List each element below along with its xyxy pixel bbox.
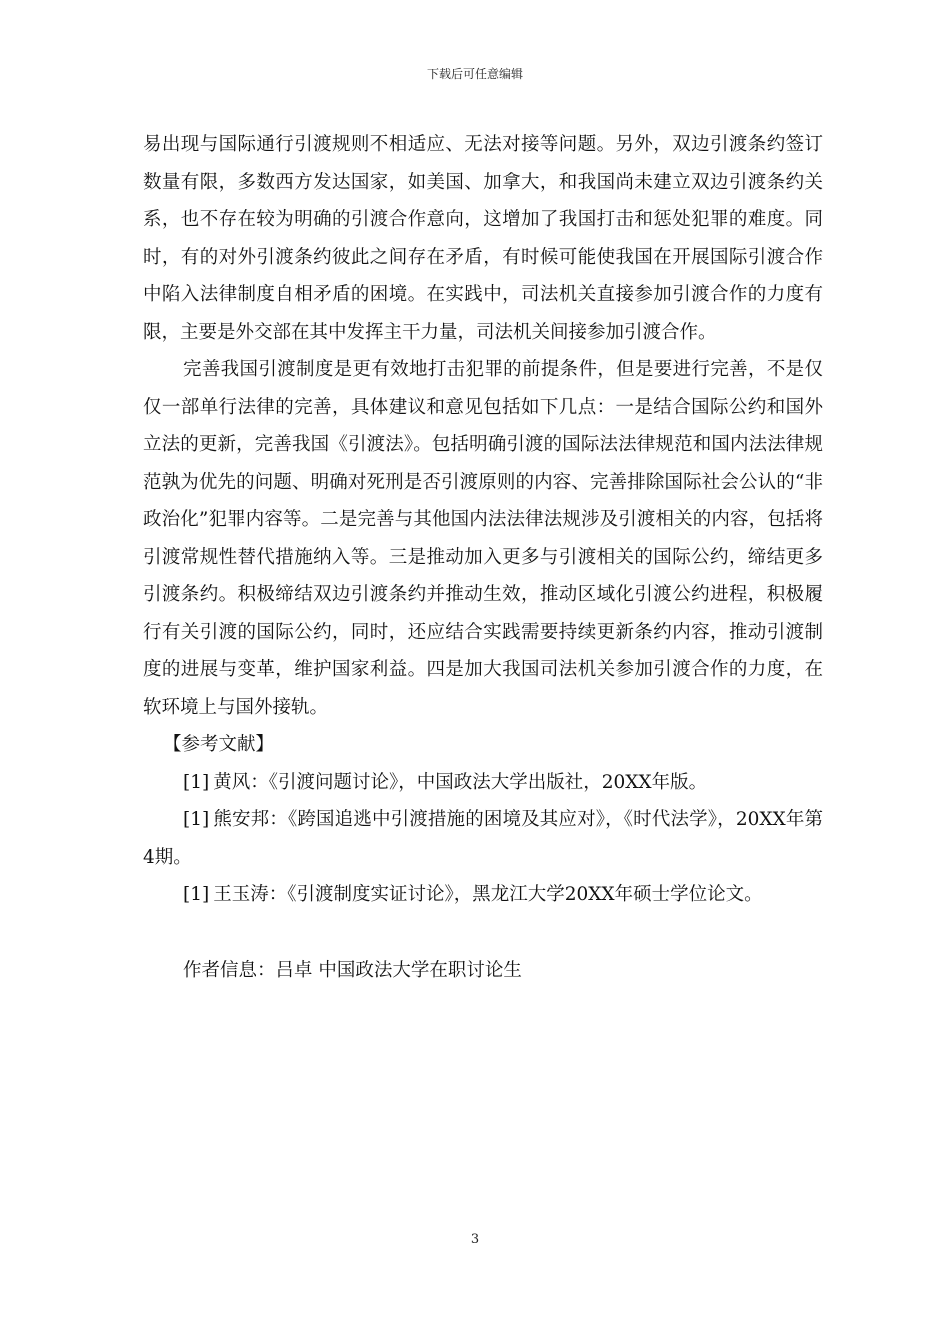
reference-text: 熊安邦：《跨国追逃中引渡措施的困境及其应对》，《时代法学》，20XX年第4期。 [143,809,823,868]
document-body [143,126,823,989]
paragraph-continued: 易出现与国际通行引渡规则不相适应、无法对接等问题。另外，双边引渡条约签订数量有限，多数西方发达国家，如美国、加拿大，和我国尚未建立双边引渡条约关系，也不存在较为明确的引渡合作意向，这增加了我国打击和惩处犯罪的难度。同时，有的对外引渡条约彼此之间存在矛盾，有时候可能使我国在开展国际引渡合作中陷入法律制度自相矛盾的困境。在实践中，司法机关直接参加引渡合作的力度有限，主要是外交部在其中发挥主干力量，司法机关间接参加引渡合作。 [143,134,823,343]
reference-number: [1] [183,809,210,830]
reference-item [143,764,823,802]
reference-text: 王玉涛：《引渡制度实证讨论》，黑龙江大学20XX年硕士学位论文。 [213,884,763,905]
reference-text: 黄风：《引渡问题讨论》，中国政法大学出版社，20XX年版。 [213,771,708,793]
reference-number: [1] [183,771,210,793]
page-header: 下载后可任意编辑 [426,67,523,81]
author-info: 作者信息：吕卓 中国政法大学在职讨论生 [183,959,522,981]
reference-item [143,801,823,876]
references-heading: 【参考文献】 [163,734,275,755]
reference-item [143,876,823,914]
page-number: 3 [470,1232,480,1247]
reference-number: [1] [183,884,210,905]
paragraph-recommendations: 完善我国引渡制度是更有效地打击犯罪的前提条件，但是要进行完善，不是仅仅一部单行法律的完善，具体建议和意见包括如下几点：一是结合国际公约和国外立法的更新，完善我国《引渡法》。包括明确引渡的国际法法律规范和国内法法律规范孰为优先的问题、明确对死刑是否引渡原则的内容、完善排除国际社会公认的“非政治化”犯罪内容等。二是完善与其他国内法法律法规涉及引渡相关的内容，包括将引渡常规性替代措施纳入等。三是推动加入更多与引渡相关的国际公约，缔结更多引渡条约。积极缔结双边引渡条约并推动生效，推动区域化引渡公约进程，积极履行有关引渡的国际公约，同时，还应结合实践需要持续更新条约内容，推动引渡制度的进展与变革，维护国家利益。四是加大我国司法机关参加引渡合作的力度，在软环境上与国外接轨。 [143,359,823,718]
